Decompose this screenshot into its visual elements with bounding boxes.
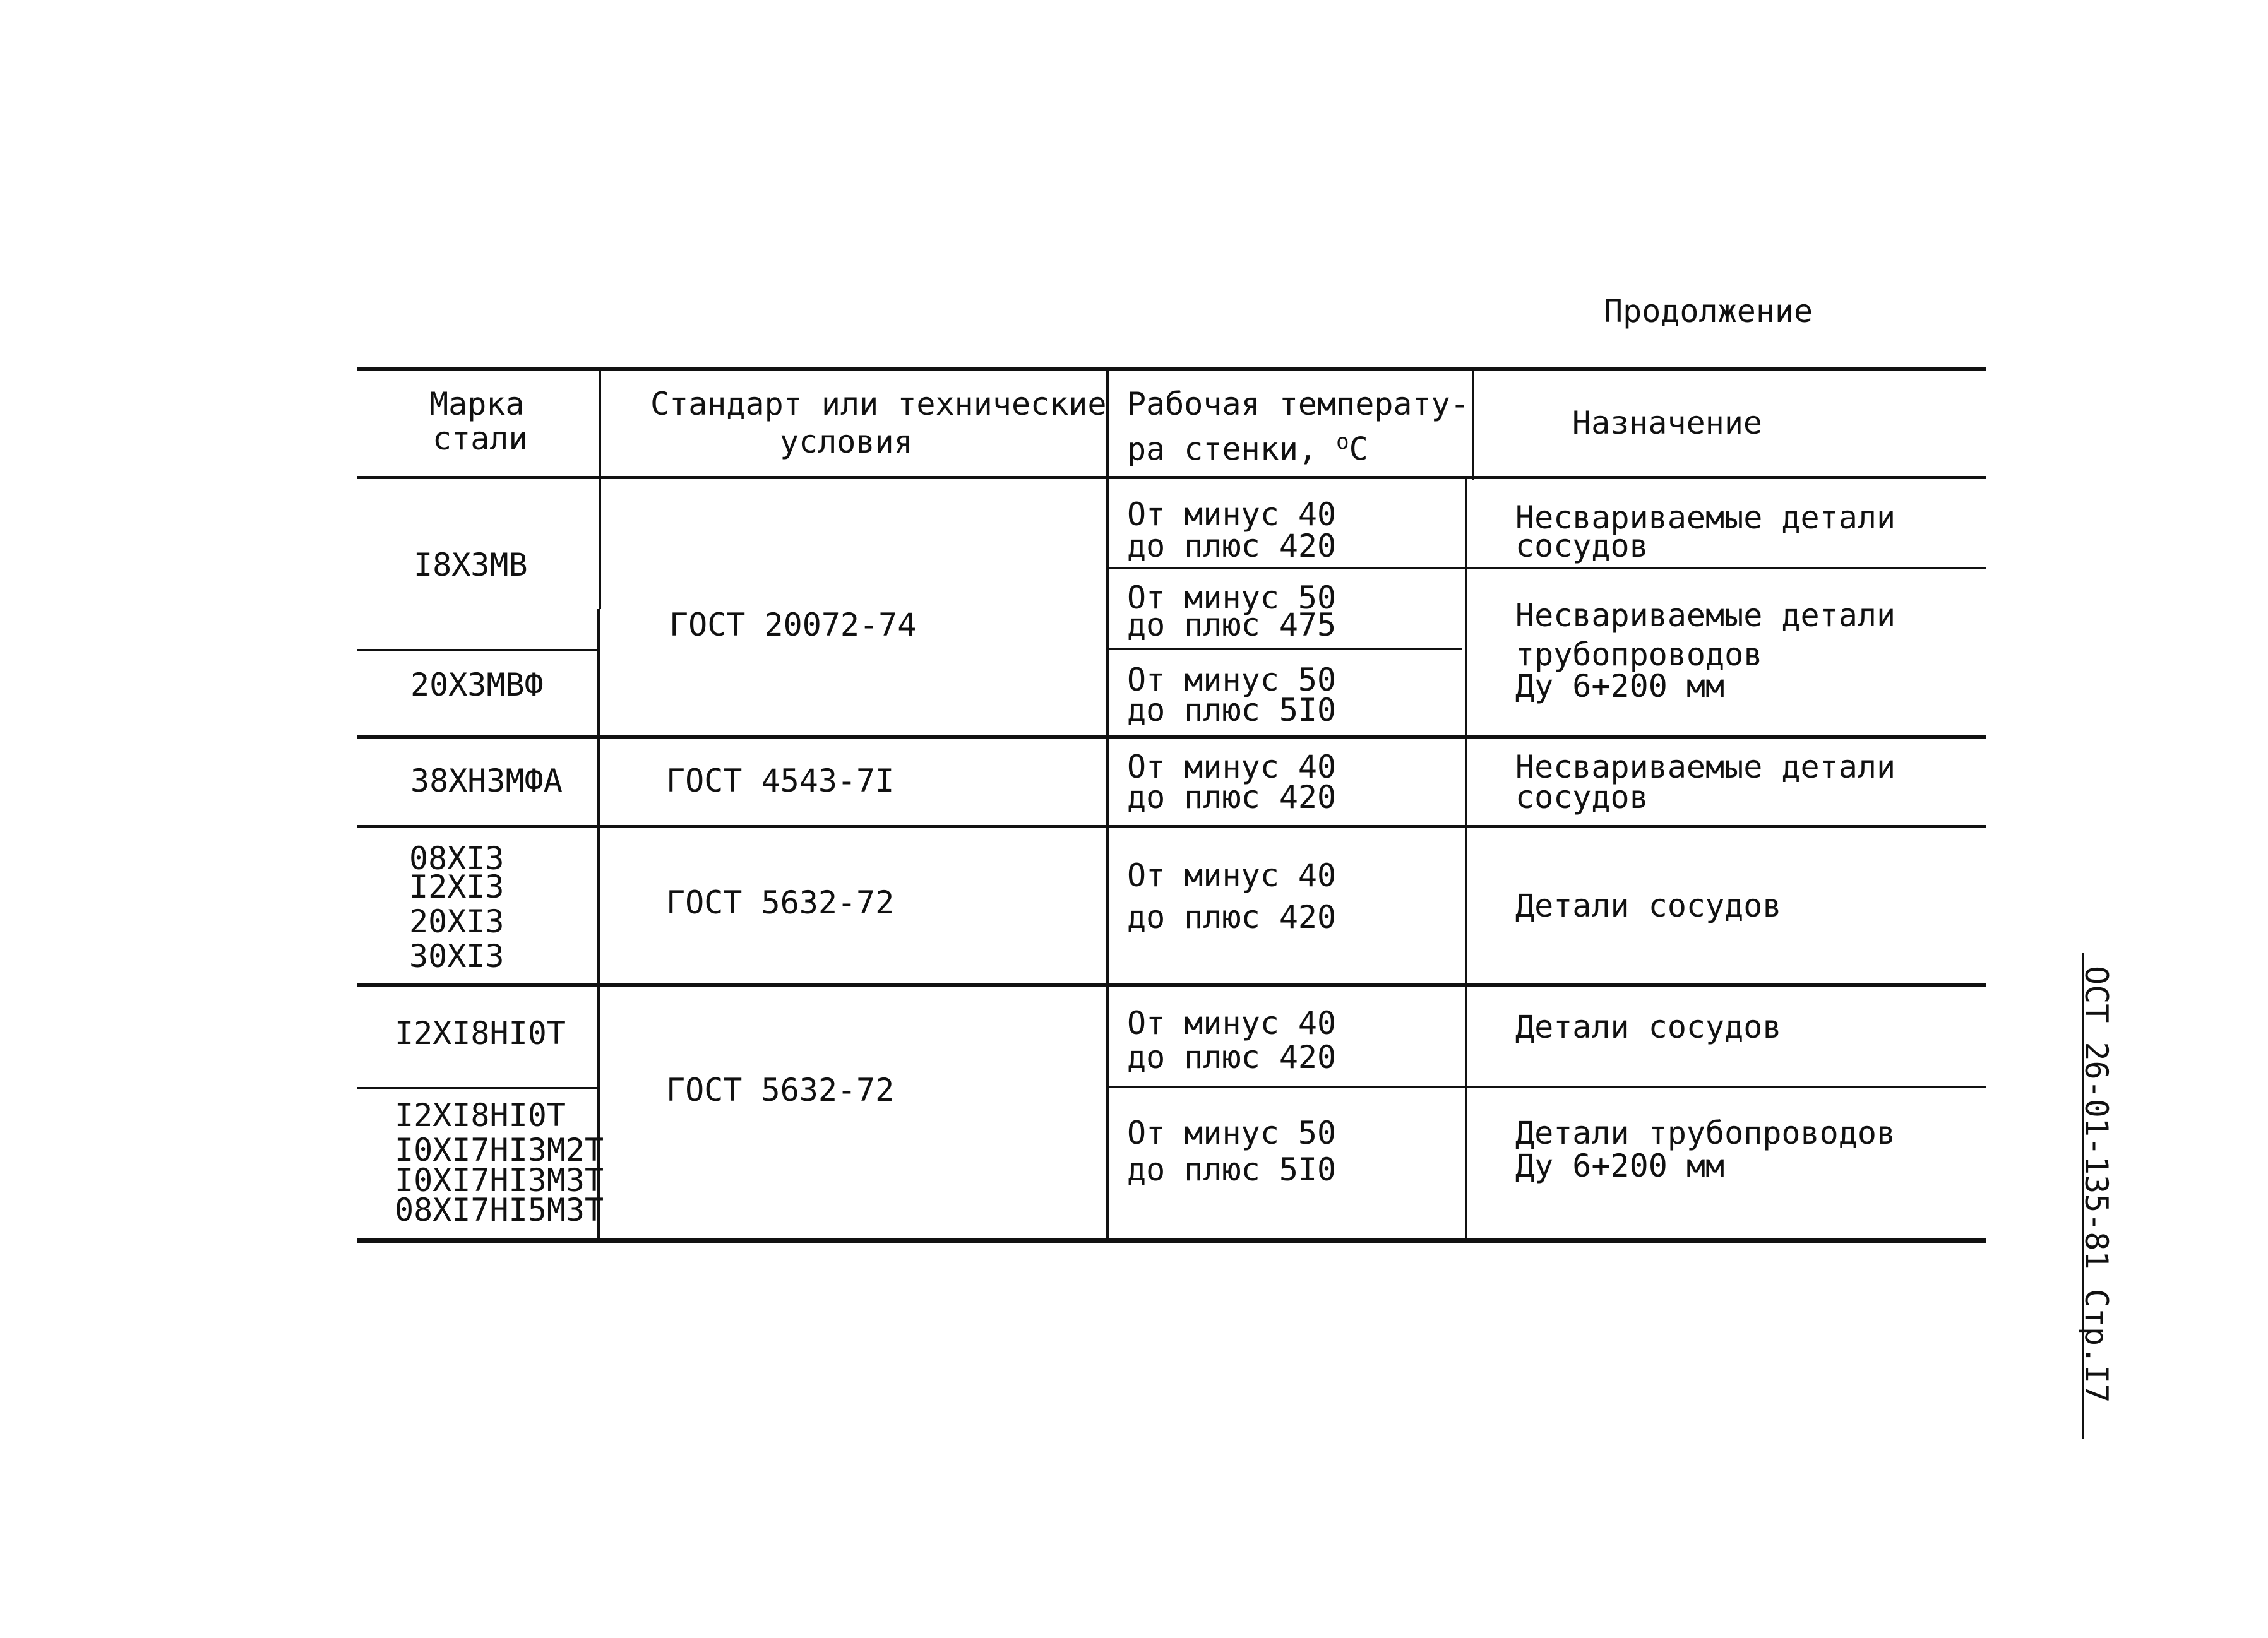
temp-line: От минус 40 [1127,1005,1337,1042]
temp-line: до плюс 420 [1127,899,1337,935]
standard: ГОСТ 5632-72 [666,884,895,921]
header-temp-line1: Рабочая температу- [1127,386,1469,422]
column-rule [599,369,601,609]
temp-line: От минус 50 [1127,579,1337,616]
header-bottom-rule [357,476,1986,479]
column-rule [1465,478,1467,1240]
purpose-line: Детали сосудов [1515,1009,1782,1045]
steel-grade: I0XI7HI3M2T [395,1132,604,1168]
row-rule [357,983,1986,987]
steel-grade: I2XI8HI0T [395,1097,566,1134]
row-rule [357,649,597,651]
purpose-line: сосудов [1515,528,1649,564]
steel-grade: I0XI7HI3M3T [395,1162,604,1199]
temp-line: От минус 50 [1127,662,1337,698]
table-bottom-rule [357,1238,1986,1243]
header-steel-line2: стали [433,420,528,457]
steel-grade: 08XI7HI5M3T [395,1192,604,1228]
header-steel-line1: Марка [429,386,525,422]
row-rule [1108,648,1462,650]
temp-line: до плюс 5I0 [1127,1151,1337,1188]
standard: ГОСТ 20072-74 [669,607,917,643]
standard: ГОСТ 5632-72 [666,1072,895,1108]
temp-line: до плюс 475 [1127,607,1337,643]
purpose-line: Ду 6+200 мм [1515,1148,1725,1184]
purpose-line: Детали сосудов [1515,887,1782,924]
steel-grade: 08XI3 [409,840,504,877]
header-purpose: Назначение [1572,405,1763,441]
steel-grade: I2XI3 [409,869,504,905]
steel-grade: I8X3MB [414,547,528,583]
temp-line: От минус 40 [1127,749,1337,785]
temp-line: до плюс 5I0 [1127,692,1337,728]
temp-line: От минус 40 [1127,496,1337,533]
row-rule [357,735,1986,739]
temp-line: до плюс 420 [1127,779,1337,816]
temp-line: до плюс 420 [1127,528,1337,564]
continuation-label: Продолжение [1604,293,1813,329]
purpose-line: Несвариваемые детали [1515,597,1896,634]
row-rule [357,1087,597,1089]
temp-line: От минус 50 [1127,1115,1337,1151]
purpose-line: Несвариваемые детали [1515,499,1896,536]
steel-grade: 20XI3 [409,903,504,940]
header-standard-line2: условия [780,424,913,460]
header-standard-line1: Стандарт или технические [650,386,1107,422]
temp-line: до плюс 420 [1127,1039,1337,1076]
steel-grade: 20X3MBФ [410,667,544,703]
steel-grade: 30XI3 [409,938,504,975]
purpose-line: Ду 6+200 мм [1515,668,1725,704]
row-rule [357,825,1986,828]
row-rule [1108,1086,1986,1088]
temp-line: От минус 40 [1127,857,1337,894]
side-document-label: ОСТ 26-01-135-81 Стр.I7 [2078,966,2115,1403]
purpose-line: трубопроводов [1515,636,1763,673]
purpose-line: Несвариваемые детали [1515,749,1896,785]
purpose-line: сосудов [1515,779,1649,816]
row-rule [1108,567,1986,569]
steel-grade: I2XI8HI0T [395,1015,566,1052]
header-temp-line2: ра стенки, $^о$С [1127,429,1368,468]
purpose-line: Детали трубопроводов [1515,1115,1896,1151]
steel-grade: 38XH3MФA [410,763,563,799]
table-top-rule [357,367,1986,371]
column-rule [1472,369,1474,480]
standard: ГОСТ 4543-7I [666,763,895,799]
column-rule [1106,369,1109,1240]
